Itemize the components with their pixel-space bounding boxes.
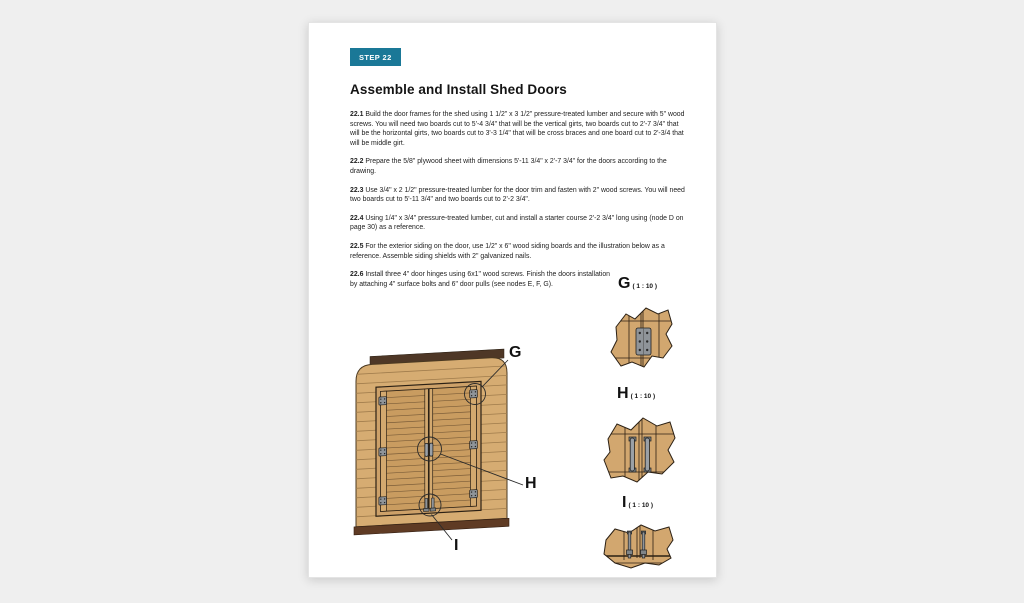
paragraph-22-3 bbox=[350, 186, 687, 205]
shed-wall-group bbox=[354, 349, 509, 535]
surface-bolt-detail-figure bbox=[600, 520, 676, 574]
paragraph-22-1 bbox=[350, 110, 687, 148]
callout-label-g: G bbox=[509, 344, 522, 361]
document-page bbox=[308, 22, 717, 578]
paragraph-22-2 bbox=[350, 157, 687, 176]
paragraph-text: Install three 4" door hinges using 6x1" wood screws. Finish the doors installation by attaching 4" surface bolts and 6" door pulls (see nodes E, F, G). bbox=[350, 271, 611, 288]
paragraph-text: Use 3/4" x 2 1/2" pressure-treated lumber for the door trim and fasten with 2" wood screws. You will need two boards cut to 5'-11 3/4" and two boards cut to 2'-2 3/4". bbox=[350, 186, 685, 204]
detail-label-i bbox=[622, 494, 653, 512]
callout-label-i: I bbox=[454, 537, 459, 554]
detail-scale: ( 1 : 10 ) bbox=[632, 283, 658, 290]
paragraph-22-6 bbox=[350, 270, 612, 289]
detail-label-h bbox=[617, 385, 655, 403]
paragraph-22-4 bbox=[350, 214, 687, 233]
paragraph-number: 22.2 bbox=[350, 158, 364, 166]
paragraph-text: Using 1/4" x 3/4" pressure-treated lumber, cut and install a starter course 2'-2 3/4" long using (node D on page 30) as a reference. bbox=[350, 214, 684, 232]
paragraph-text: Build the door frames for the shed using 1 1/2" x 3 1/2" pressure-treated lumber and secure with 5" wood screws. You will need two boards cut to 5'-4 3/4" that will be the vertical girts, two boards cut to 2'-7 3/4" that will be the horizontal girts, two boards cut to 3'-3 1/4" that will be cross braces and one board cut to 2'-3/4 that will be middle girt. bbox=[350, 111, 685, 147]
hinge-left-middle bbox=[379, 448, 387, 456]
paragraph-text: For the exterior siding on the door, use 1/2" x 6" wood siding boards and the illustration below as a reference. Assemble siding shields with 2" galvanized nails. bbox=[350, 242, 665, 260]
paragraph-number: 22.5 bbox=[350, 242, 364, 250]
paragraph-number: 22.3 bbox=[350, 186, 364, 194]
detail-scale: ( 1 : 10 ) bbox=[630, 393, 656, 400]
paragraph-text: Prepare the 5/8" plywood sheet with dimensions 5'-11 3/4" x 2'-7 3/4" for the doors according to the drawing. bbox=[350, 158, 667, 175]
detail-scale: ( 1 : 10 ) bbox=[628, 502, 654, 509]
paragraph-number: 22.1 bbox=[350, 111, 364, 118]
detail-label-g bbox=[618, 275, 657, 293]
detail-letter: G bbox=[618, 275, 631, 292]
step-badge: STEP 22 bbox=[350, 48, 401, 66]
paragraph-number: 22.6 bbox=[350, 271, 364, 279]
instruction-text-column bbox=[350, 110, 687, 298]
hinge-right-top bbox=[470, 390, 478, 398]
hinge-icon bbox=[636, 328, 651, 355]
paragraph-22-5 bbox=[350, 242, 687, 261]
callout-label-h: H bbox=[525, 475, 537, 492]
detail-letter: I bbox=[622, 494, 627, 511]
page-title: Assemble and Install Shed Doors bbox=[350, 82, 567, 97]
hinge-left-top bbox=[379, 397, 387, 405]
door-pull-right bbox=[430, 443, 433, 456]
hinge-right-middle bbox=[470, 441, 478, 449]
door-pull-detail-figure bbox=[600, 411, 680, 489]
detail-letter: H bbox=[617, 385, 629, 402]
hinge-right-bottom bbox=[470, 490, 478, 498]
shed-doors-illustration bbox=[344, 336, 556, 562]
hinge-detail-figure bbox=[606, 301, 674, 373]
door-pull-left bbox=[425, 443, 428, 456]
hinge-left-bottom bbox=[379, 497, 387, 505]
paragraph-number: 22.4 bbox=[350, 214, 364, 222]
